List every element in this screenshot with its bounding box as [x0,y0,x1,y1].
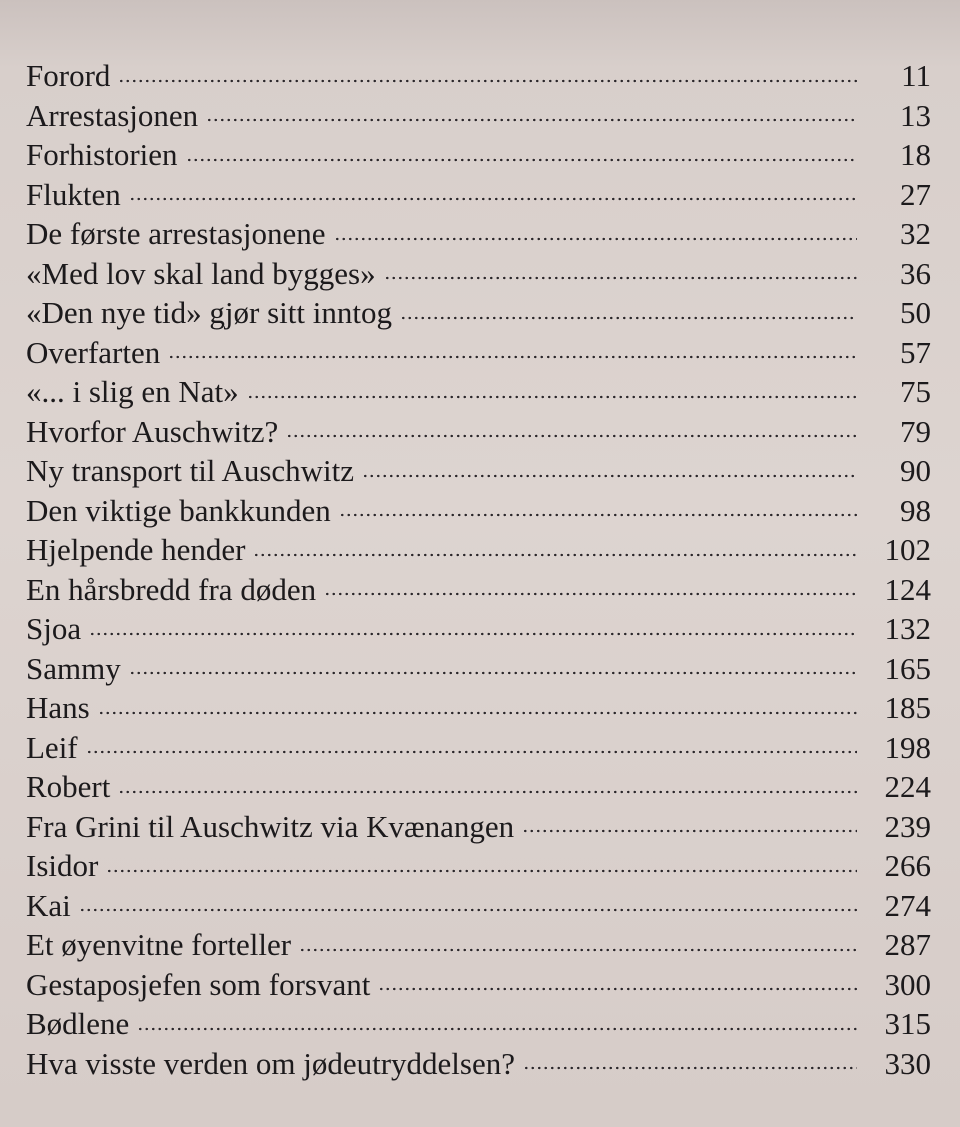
toc-entry-page: 98 [900,492,931,528]
toc-entry-page: 315 [884,1006,931,1041]
toc-entry-page: 90 [900,453,931,488]
toc-entry [26,688,931,728]
toc-entry-title: Overfarten [26,334,161,370]
toc-entry-page: 13 [900,97,931,133]
dot-leader [86,748,857,756]
toc-entry [26,135,931,175]
dot-leader [339,511,857,519]
toc-entry-page: 11 [901,58,931,93]
toc-entry [26,1044,931,1084]
toc-entry-page: 36 [900,255,931,291]
toc-entry [26,451,931,491]
toc-entry-page: 239 [884,808,931,844]
toc-entry-page: 165 [884,650,931,686]
dot-leader [89,630,857,638]
toc-entry-page: 50 [900,295,931,330]
toc-entry-page: 300 [884,966,931,1002]
toc-entry [26,412,931,452]
toc-entry-title: Isidor [26,848,99,883]
toc-entry-title: De første arrestasjonene [26,216,326,251]
toc-entry-title: Den viktige bankkunden [26,492,331,528]
dot-leader [118,788,857,796]
dot-leader [206,116,857,124]
toc-entry-page: 75 [900,374,931,409]
toc-entry-page: 330 [884,1045,931,1081]
toc-entry-page: 124 [884,571,931,607]
dot-leader [378,985,857,993]
dot-leader [168,353,857,361]
toc-entry [26,965,931,1005]
toc-entry [26,530,931,570]
dot-leader [98,709,857,717]
toc-entry-page: 79 [900,413,931,449]
dot-leader [384,274,857,282]
dot-leader [186,156,857,164]
toc-entry [26,1004,931,1044]
toc-entry-title: Robert [26,769,111,804]
toc-entry [26,767,931,807]
dot-leader [286,432,857,440]
toc-entry [26,333,931,373]
toc-entry-page: 185 [884,690,931,725]
toc-entry [26,846,931,886]
toc-entry-title: Forhistorien [26,137,178,172]
dot-leader [334,235,857,243]
toc-entry-page: 274 [884,887,931,923]
toc-entry [26,728,931,768]
toc-entry-title: «... i slig en Nat» [26,374,239,409]
toc-entry-title: Arrestasjonen [26,97,199,133]
toc-entry [26,293,931,333]
toc-entry-page: 132 [884,611,931,646]
dot-leader [324,590,857,598]
dot-leader [118,77,857,85]
toc-entry [26,886,931,926]
dot-leader [400,314,857,322]
toc-entry-title: Ny transport til Auschwitz [26,453,355,488]
toc-entry-page: 18 [900,137,931,172]
toc-entry-title: Forord [26,58,111,93]
toc-entry-title: Et øyenvitne forteller [26,927,292,962]
toc-entry-title: Leif [26,729,78,765]
toc-entry-page: 32 [900,216,931,251]
toc-entry-page: 224 [884,769,931,804]
toc-entry [26,925,931,965]
toc-entry-page: 57 [900,334,931,370]
toc-entry [26,807,931,847]
toc-entry-title: Hans [26,690,90,725]
dot-leader [299,946,857,954]
dot-leader [106,867,857,875]
dot-leader [362,472,857,480]
dot-leader [137,1025,857,1033]
toc-entry-page: 27 [900,176,931,212]
toc-entry [26,56,931,96]
toc-entry-title: Hva visste verden om jødeutryddelsen? [26,1045,515,1081]
toc-entry [26,96,931,136]
toc-entry-title: Gestaposjefen som forsvant [26,966,371,1002]
dot-leader [129,195,857,203]
table-of-contents [26,56,931,1083]
toc-entry-title: «Den nye tid» gjør sitt inntog [26,295,392,330]
toc-entry-title: Hvorfor Auschwitz? [26,413,279,449]
toc-entry-page: 266 [884,848,931,883]
toc-entry-title: Sammy [26,650,121,686]
toc-entry [26,254,931,294]
dot-leader [129,669,857,677]
toc-entry-title: Kai [26,887,71,923]
dot-leader [79,906,857,914]
toc-entry-title: Sjoa [26,611,82,646]
dot-leader [253,551,857,559]
toc-entry [26,609,931,649]
toc-entry [26,175,931,215]
toc-entry-title: En hårsbredd fra døden [26,571,317,607]
toc-entry [26,372,931,412]
toc-entry [26,570,931,610]
toc-entry [26,214,931,254]
toc-entry-title: Flukten [26,176,121,212]
toc-entry-title: Hjelpende hender [26,532,246,567]
toc-entry-page: 198 [884,729,931,765]
dot-leader [523,1064,857,1072]
toc-entry [26,491,931,531]
toc-entry-page: 102 [884,532,931,567]
toc-entry [26,649,931,689]
dot-leader [522,827,857,835]
toc-entry-title: «Med lov skal land bygges» [26,255,376,291]
toc-entry-page: 287 [884,927,931,962]
toc-entry-title: Fra Grini til Auschwitz via Kvænangen [26,808,515,844]
dot-leader [247,393,857,401]
toc-entry-title: Bødlene [26,1006,130,1041]
